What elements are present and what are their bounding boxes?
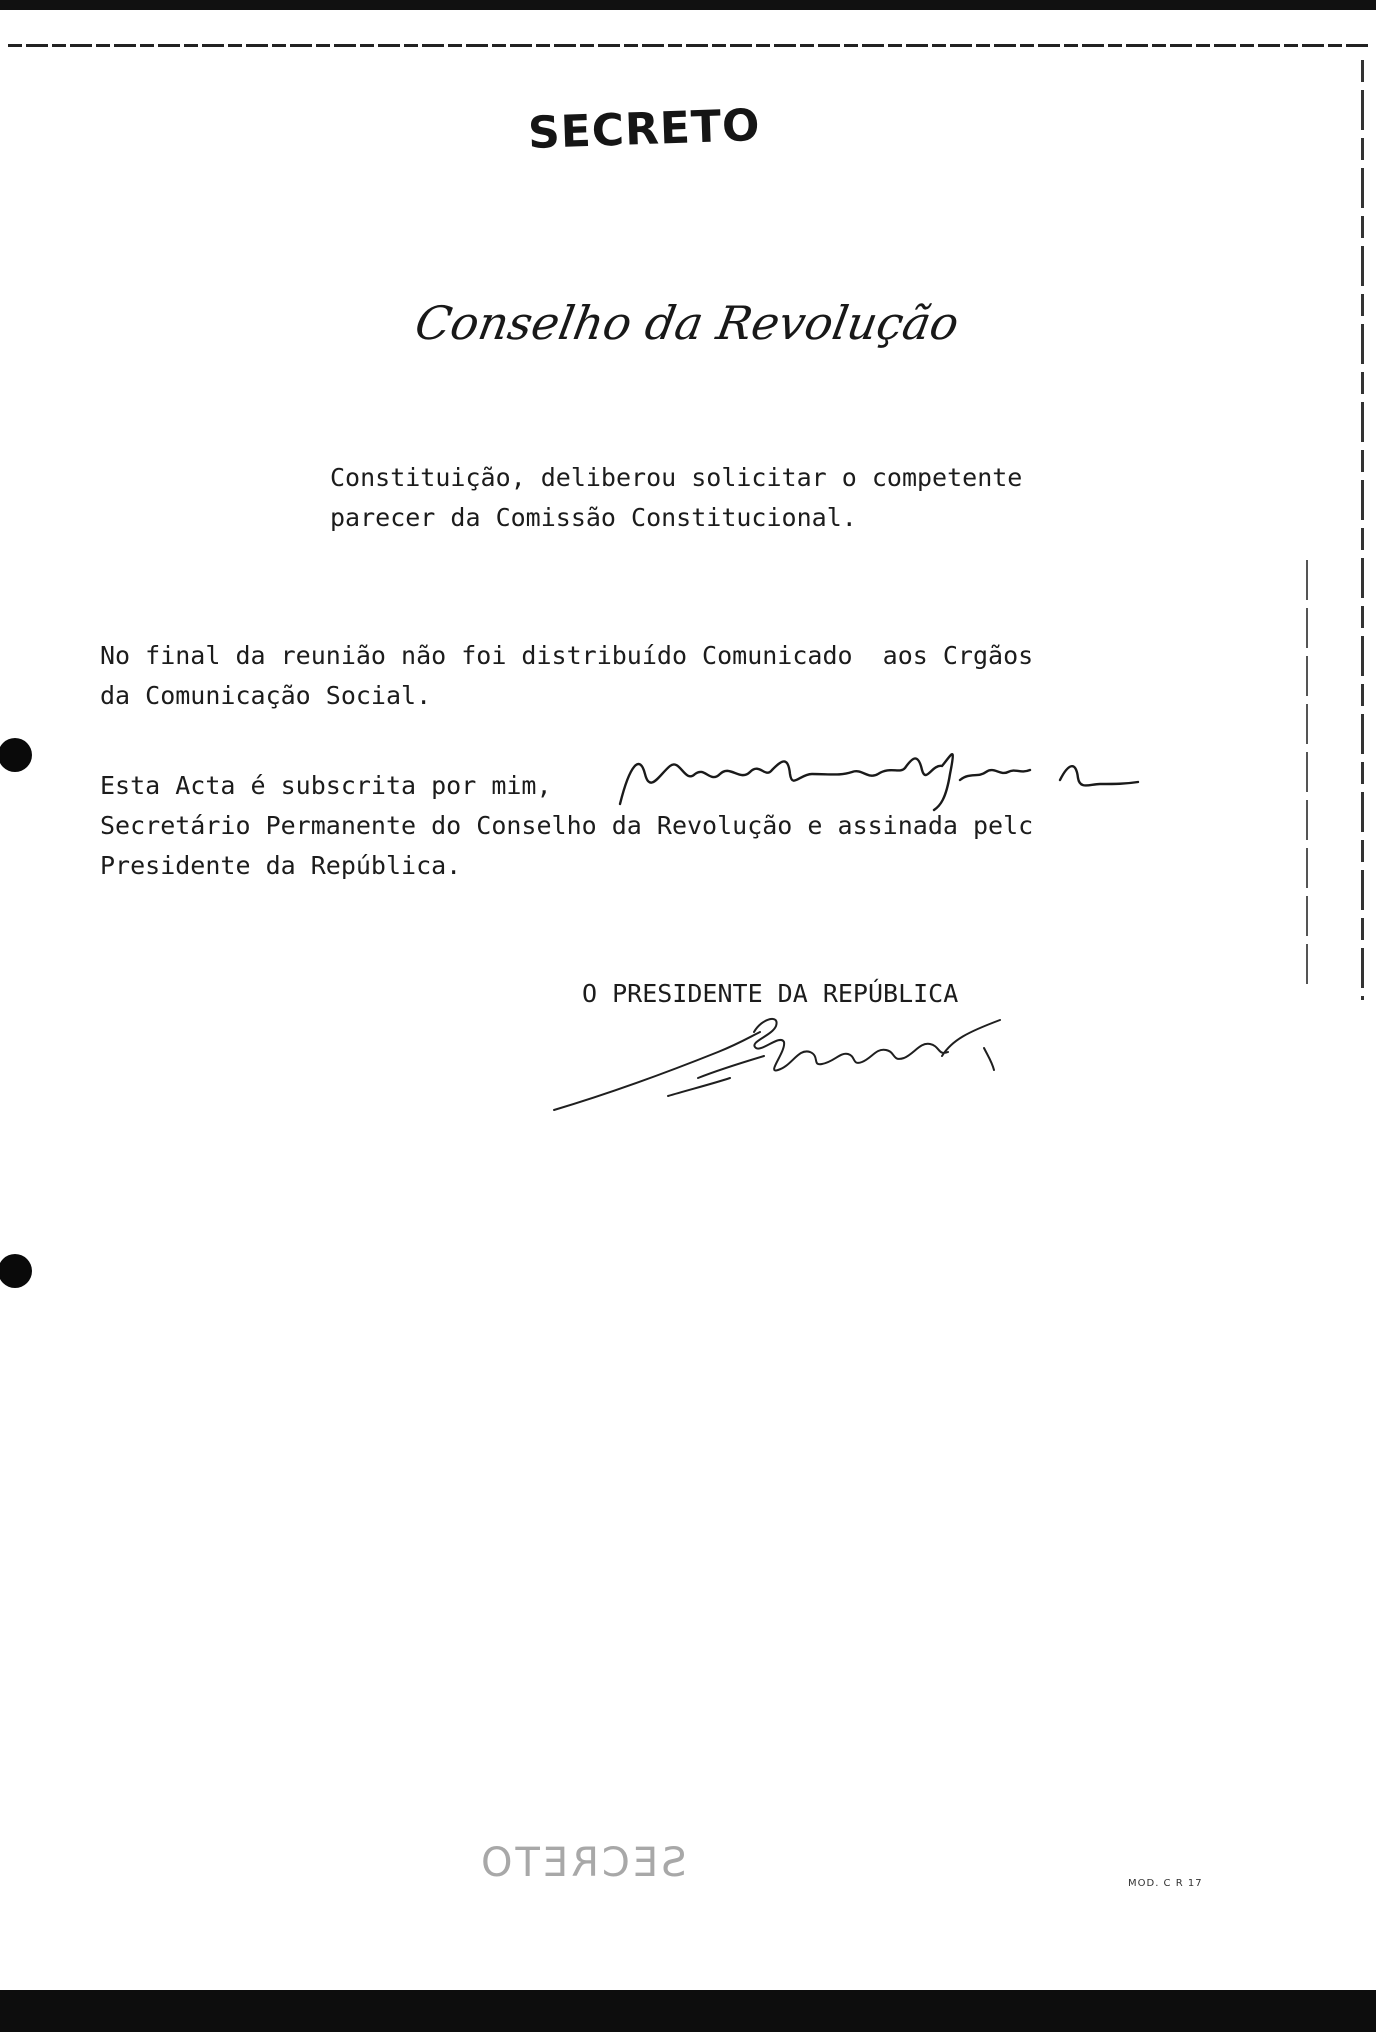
letterhead: Conselho da Revolução <box>411 296 964 350</box>
scan-bottom-edge <box>0 1990 1376 2032</box>
scan-top-edge <box>0 0 1376 10</box>
text-line: Constituição, deliberou solicitar o competente <box>330 463 1023 492</box>
president-signature <box>548 1012 1018 1122</box>
text-line: No final da reunião não foi distribuído Comunicado aos Crgãos <box>100 641 1034 670</box>
text-line: parecer da Comissão Constitucional. <box>330 503 857 532</box>
text-line: Secretário Permanente do Conselho da Revolução e assinada pelc <box>100 811 1034 840</box>
classification-stamp-faded: SECRETO <box>478 1840 687 1886</box>
paragraph-communique <box>100 636 1033 716</box>
punch-hole <box>0 1254 32 1288</box>
scan-right-edge <box>1361 60 1364 1000</box>
text-line: Esta Acta é subscrita por mim, <box>100 771 552 800</box>
text-line: Presidente da República. <box>100 851 462 880</box>
scan-top-rule <box>8 44 1368 47</box>
signature-title: O PRESIDENTE DA REPÚBLICA <box>582 979 959 1008</box>
punch-hole <box>0 738 32 772</box>
secretary-signature <box>600 744 1140 814</box>
paragraph-constitution <box>330 458 1022 538</box>
classification-heading: SECRETO <box>527 99 762 160</box>
text-line: da Comunicação Social. <box>100 681 432 710</box>
scan-right-edge-inner <box>1306 560 1308 990</box>
form-code: MOD. C R 17 <box>1128 1878 1203 1889</box>
